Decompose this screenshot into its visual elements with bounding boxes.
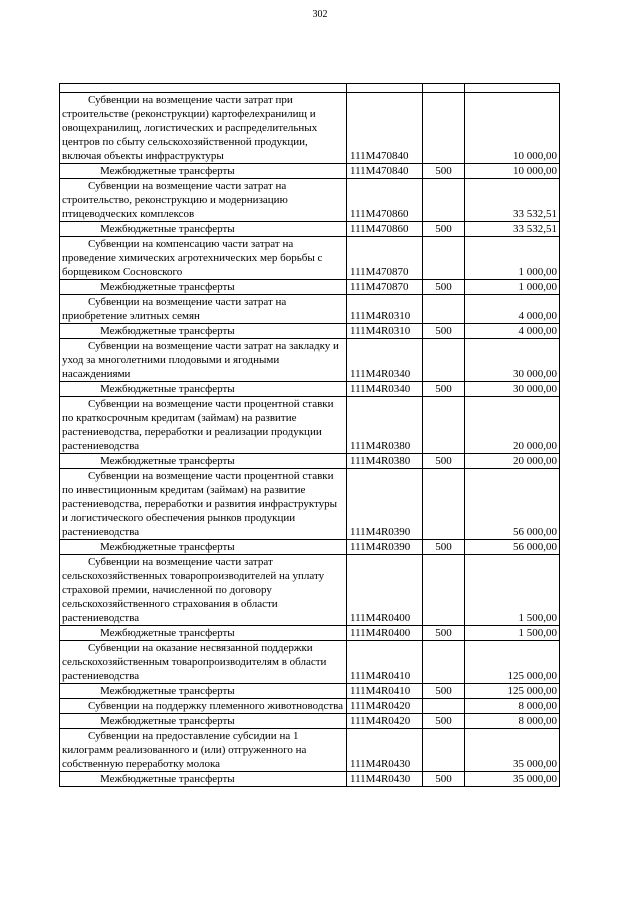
amount-cell: 20 000,00 (465, 454, 560, 469)
amount-cell: 56 000,00 (465, 469, 560, 540)
name-cell: Субвенции на возмещение части затрат на закладку и уход за многолетними плодовыми и ягодными насаждениями (60, 339, 347, 382)
amount-cell: 33 532,51 (465, 179, 560, 222)
type-cell: 500 (423, 324, 465, 339)
code-cell: 111M470860 (347, 179, 423, 222)
name-cell: Межбюджетные трансферты (60, 164, 347, 179)
code-cell: 111M4R0390 (347, 540, 423, 555)
name-cell: Субвенции на возмещение части затрат при строительстве (реконструкции) картофелехранилищ и овощехранилищ, логистических и распределительных центров по сбыту сельскохозяйственной продукции, включая объекты инфраструктуры (60, 93, 347, 164)
code-cell: 111M4R0410 (347, 641, 423, 684)
table-row (60, 469, 560, 540)
table-row (60, 684, 560, 699)
table-row (60, 772, 560, 787)
code-cell: 111M470840 (347, 164, 423, 179)
page-number: 302 (312, 9, 328, 20)
amount-cell: 4 000,00 (465, 324, 560, 339)
table-row (60, 324, 560, 339)
amount-cell: 1 500,00 (465, 555, 560, 626)
table-row (60, 93, 560, 164)
code-cell: 111M4R0430 (347, 772, 423, 787)
name-cell: Субвенции на предоставление субсидии на 1 килограмм реализованного и (или) отгруженного на собственную переработку молока (60, 729, 347, 772)
code-cell: 111M4R0310 (347, 295, 423, 324)
name-cell: Межбюджетные трансферты (60, 772, 347, 787)
code-cell: 111M470860 (347, 222, 423, 237)
name-cell: Субвенции на возмещение части процентной ставки по краткосрочным кредитам (займам) на развитие растениеводства, переработки и реализации продукции растениеводства (60, 397, 347, 454)
type-cell (423, 699, 465, 714)
name-cell: Межбюджетные трансферты (60, 222, 347, 237)
name-cell: Субвенции на возмещение части процентной ставки по инвестиционным кредитам (займам) на развитие растениеводства, переработки и развития инфраструктуры и логистического обеспечения рынков продукции растениеводства (60, 469, 347, 540)
table-row (60, 454, 560, 469)
type-cell: 500 (423, 684, 465, 699)
table-row (60, 699, 560, 714)
table-row (60, 339, 560, 382)
name-cell: Межбюджетные трансферты (60, 454, 347, 469)
budget-table (59, 83, 560, 787)
type-cell: 500 (423, 772, 465, 787)
type-cell: 500 (423, 626, 465, 641)
type-cell (423, 469, 465, 540)
code-cell: 111M4R0390 (347, 469, 423, 540)
amount-cell: 33 532,51 (465, 222, 560, 237)
blank-cell (60, 84, 347, 93)
table-row (60, 382, 560, 397)
amount-cell: 20 000,00 (465, 397, 560, 454)
amount-cell: 1 000,00 (465, 237, 560, 280)
code-cell: 111M4R0310 (347, 324, 423, 339)
amount-cell: 10 000,00 (465, 93, 560, 164)
amount-cell: 8 000,00 (465, 699, 560, 714)
amount-cell: 30 000,00 (465, 382, 560, 397)
amount-cell: 125 000,00 (465, 684, 560, 699)
type-cell: 500 (423, 714, 465, 729)
blank-cell (347, 84, 423, 93)
table-row (60, 295, 560, 324)
name-cell: Субвенции на поддержку племенного животноводства (60, 699, 347, 714)
table-blank-row (60, 84, 560, 93)
blank-cell (465, 84, 560, 93)
code-cell: 111M4R0420 (347, 699, 423, 714)
table-row (60, 237, 560, 280)
budget-table-body (60, 84, 560, 787)
name-cell: Субвенции на возмещение части затрат на строительство, реконструкцию и модернизацию птицеводческих комплексов (60, 179, 347, 222)
code-cell: 111M4R0400 (347, 555, 423, 626)
name-cell: Субвенции на оказание несвязанной поддержки сельскохозяйственным товаропроизводителям в области растениеводства (60, 641, 347, 684)
name-cell: Субвенции на возмещение части затрат сельскохозяйственных товаропроизводителей на уплату страховой премии, начисленной по договору сельскохозяйственного страхования в области растениеводства (60, 555, 347, 626)
type-cell (423, 397, 465, 454)
table-row (60, 626, 560, 641)
table-row (60, 714, 560, 729)
type-cell: 500 (423, 280, 465, 295)
blank-cell (423, 84, 465, 93)
name-cell: Межбюджетные трансферты (60, 684, 347, 699)
name-cell: Межбюджетные трансферты (60, 714, 347, 729)
amount-cell: 30 000,00 (465, 339, 560, 382)
amount-cell: 1 000,00 (465, 280, 560, 295)
code-cell: 111M4R0380 (347, 397, 423, 454)
type-cell (423, 179, 465, 222)
table-row (60, 729, 560, 772)
name-cell: Субвенции на возмещение части затрат на приобретение элитных семян (60, 295, 347, 324)
type-cell (423, 641, 465, 684)
amount-cell: 35 000,00 (465, 729, 560, 772)
type-cell: 500 (423, 540, 465, 555)
code-cell: 111M4R0420 (347, 714, 423, 729)
code-cell: 111M4R0410 (347, 684, 423, 699)
table-row (60, 179, 560, 222)
type-cell: 500 (423, 454, 465, 469)
code-cell: 111M4R0430 (347, 729, 423, 772)
amount-cell: 1 500,00 (465, 626, 560, 641)
name-cell: Субвенции на компенсацию части затрат на проведение химических агротехнических мер борьбы с борщевиком Сосновского (60, 237, 347, 280)
table-row (60, 397, 560, 454)
code-cell: 111M470870 (347, 237, 423, 280)
name-cell: Межбюджетные трансферты (60, 540, 347, 555)
type-cell (423, 555, 465, 626)
amount-cell: 4 000,00 (465, 295, 560, 324)
table-row (60, 280, 560, 295)
table-row (60, 641, 560, 684)
amount-cell: 125 000,00 (465, 641, 560, 684)
code-cell: 111M4R0400 (347, 626, 423, 641)
type-cell (423, 295, 465, 324)
code-cell: 111M4R0340 (347, 382, 423, 397)
type-cell (423, 339, 465, 382)
name-cell: Межбюджетные трансферты (60, 324, 347, 339)
name-cell: Межбюджетные трансферты (60, 382, 347, 397)
amount-cell: 35 000,00 (465, 772, 560, 787)
type-cell (423, 729, 465, 772)
amount-cell: 10 000,00 (465, 164, 560, 179)
code-cell: 111M470870 (347, 280, 423, 295)
table-row (60, 540, 560, 555)
amount-cell: 56 000,00 (465, 540, 560, 555)
name-cell: Межбюджетные трансферты (60, 280, 347, 295)
table-row (60, 164, 560, 179)
type-cell: 500 (423, 164, 465, 179)
type-cell: 500 (423, 222, 465, 237)
code-cell: 111M4R0340 (347, 339, 423, 382)
table-row (60, 555, 560, 626)
amount-cell: 8 000,00 (465, 714, 560, 729)
table-row (60, 222, 560, 237)
name-cell: Межбюджетные трансферты (60, 626, 347, 641)
code-cell: 111M470840 (347, 93, 423, 164)
type-cell (423, 93, 465, 164)
type-cell (423, 237, 465, 280)
code-cell: 111M4R0380 (347, 454, 423, 469)
type-cell: 500 (423, 382, 465, 397)
